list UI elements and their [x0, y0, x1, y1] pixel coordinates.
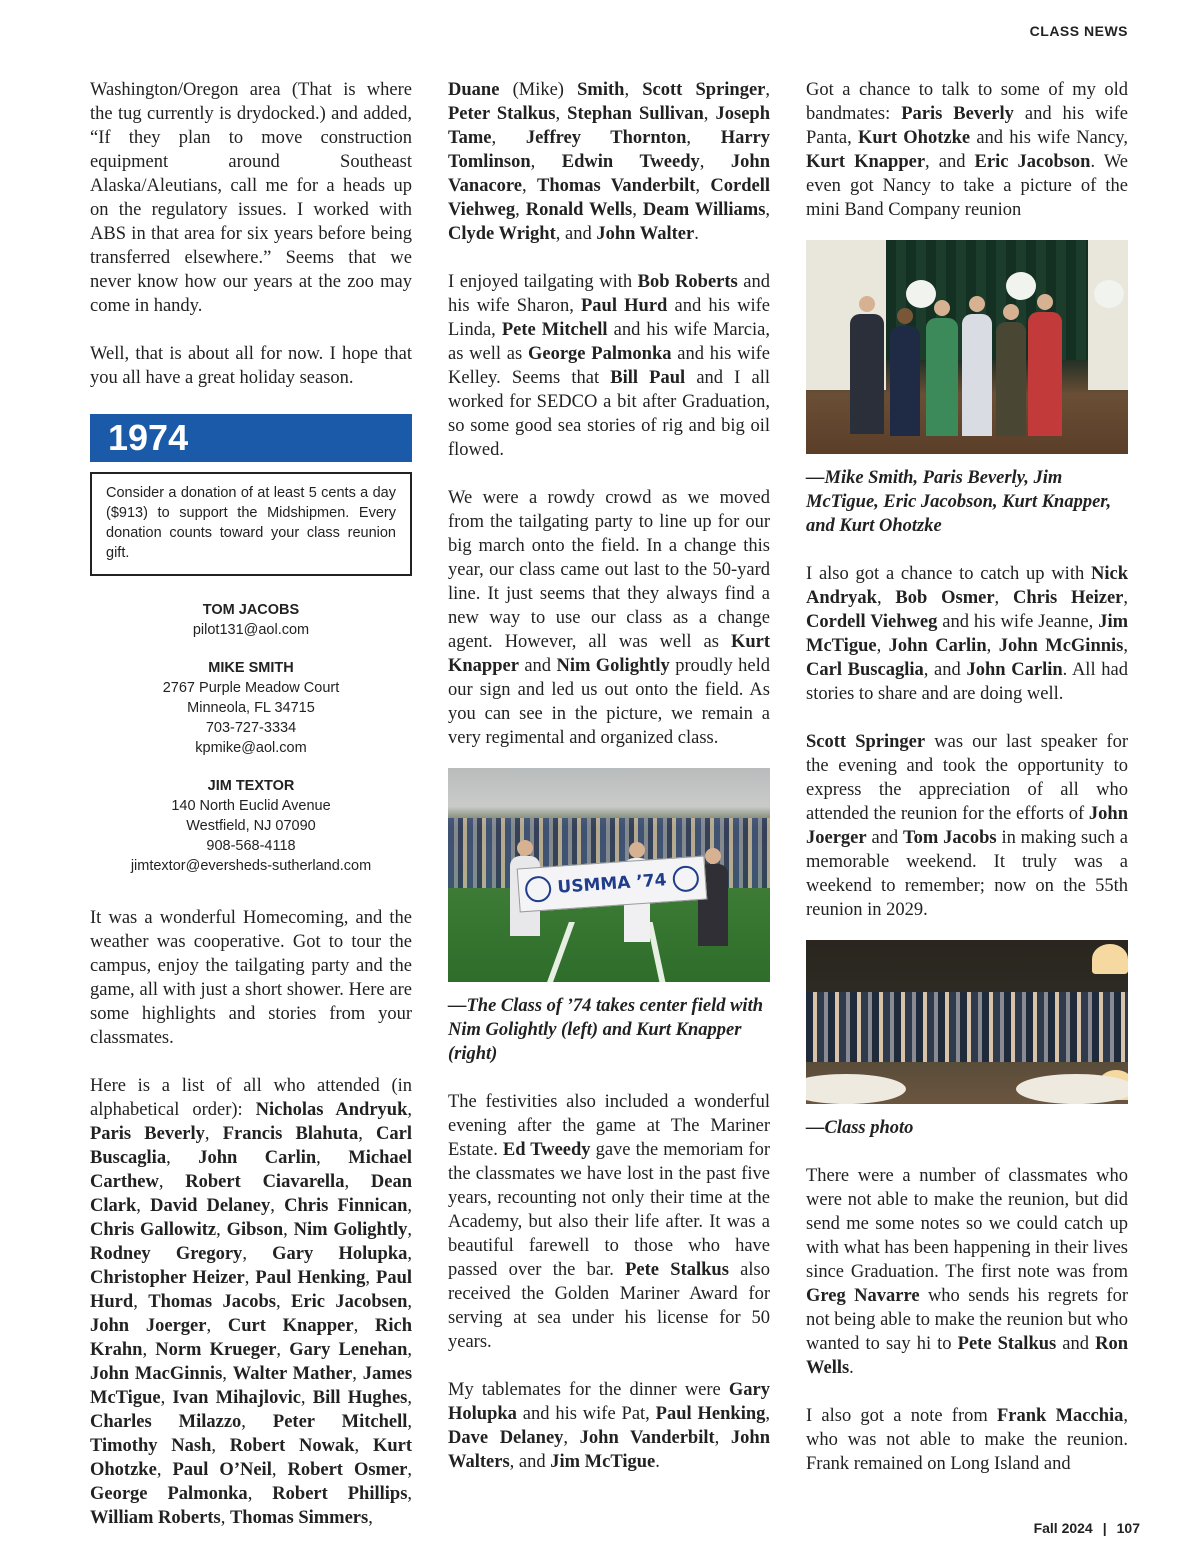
text-run: There were a number of classmates who were not able to make the reunion, but did send me some notes so we could catch up with what has been happening in their lives since Graduation. The first note was from: [806, 1166, 1128, 1282]
homecoming-paragraph: It was a wonderful Homecoming, and the weather was cooperative. Got to tour the campus, enjoy the tailgating party and the game, all with just a short shower. Here are some highlights and stories from your classmates.: [90, 908, 412, 1048]
person-name: Cordell Viehweg: [806, 612, 938, 632]
catch-up-paragraph: I also got a chance to catch up with Nick Andryak, Bob Osmer, Chris Heizer, Cordell Viehweg and his wife Jeanne, Jim McTigue, John Carlin, John McGinnis, Carl Buscaglia, and John Carlin. All had stories to share and are doing well.: [806, 564, 1129, 704]
text-run: , and: [509, 1452, 551, 1472]
contact-name: TOM JACOBS: [202, 602, 300, 618]
tablemates-paragraph: [448, 1378, 770, 1474]
contact-address: 2767 Purple Meadow Court: [162, 680, 340, 696]
person-name: Thomas Vanderbilt: [537, 176, 696, 196]
person-name: Michael Carthew: [90, 1148, 412, 1192]
catch-up-names-2: Jim McTigue, John Carlin, John McGinnis: [806, 612, 1128, 656]
contact-name: MIKE SMITH: [208, 660, 294, 676]
person-name: Bill Paul: [610, 368, 686, 388]
person-name: Paris Beverly: [901, 104, 1014, 124]
speaker-paragraph: [806, 730, 1128, 922]
text-run: and his wife Nancy,: [970, 128, 1128, 148]
contact-email[interactable]: jimtextor@eversheds-sutherland.com: [130, 858, 372, 874]
person-head: [969, 296, 985, 312]
text-run: proudly held our sign and led us out onto the field. As you can see in the picture, we remain a very regimental and organized class.: [448, 656, 771, 748]
person-name: Harry Tomlinson: [448, 128, 770, 172]
person-name: Stephan Sullivan: [567, 104, 704, 124]
text-run: , who was not able to make the reunion. Frank remained on Long Island and: [806, 1406, 1129, 1474]
person-head: [1003, 304, 1019, 320]
person-name: John Joerger: [806, 804, 1128, 848]
person-name: Gibson: [226, 1220, 284, 1240]
person-name: Rodney Gregory: [90, 1244, 243, 1264]
person-name: Jim McTigue: [806, 612, 1128, 656]
text-run: .: [849, 1358, 854, 1378]
donation-box: Consider a donation of at least 5 cents a day ($913) to support the Midshipmen. Every donation counts toward your class reunion gift.: [90, 472, 412, 576]
text-run: I also got a note from: [806, 1406, 997, 1426]
tailgating-paragraph: [448, 270, 770, 462]
person-name: John MacGinnis: [90, 1364, 223, 1384]
person-name: Thomas Jacobs: [148, 1292, 276, 1312]
person-name: John Carlin: [888, 636, 987, 656]
page-footer: [1034, 1520, 1140, 1536]
person-name: David Delaney: [150, 1196, 271, 1216]
march-paragraph: [448, 486, 770, 750]
person-name: Chris Gallowitz: [90, 1220, 217, 1240]
text-run: and his wife Panta,: [806, 104, 1128, 148]
text-run: We were a rowdy crowd as we moved from the tailgating party to line up for our big march onto the field. In a change this year, our class came out last to the 50-yard line. It just seems that they always find a new way to use our class as a change agent. However, all was well as: [448, 488, 770, 652]
intro-paragraph: Washington/Oregon area (That is where the tug currently is drydocked.) and added, “If they plan to move construction equipment around Southeast Alaska/Aleutians, call me for a heads up on the regulatory issues. I worked with ABS in that area for six years before being transferred elsewhere.” Seems that we never know how our years at the zoo may come in handy.: [90, 80, 412, 316]
chandelier-graphic: [1092, 944, 1128, 974]
contact-mike-smith: [90, 658, 412, 758]
text-run: and his wife Linda,: [448, 296, 770, 340]
contact-jim-textor: [90, 776, 412, 876]
person-name: Paul Henking: [655, 1404, 766, 1424]
person-name: Christopher Heizer: [90, 1268, 245, 1288]
person-name: Peter Stalkus: [448, 104, 556, 124]
photo-caption: —The Class of ’74 takes center field with Nim Golightly (left) and Kurt Knapper (right): [448, 996, 763, 1064]
attendees-list-part-2: , Scott Springer, Peter Stalkus, Stephan Sullivan, Joseph Tame, Jeffrey Thornton, Harry Tomlinson, Edwin Tweedy, John Vanacore, Thomas Vanderbilt, Cordell Viehweg, Ronald Wells, Deam Williams, Clyde Wright: [448, 80, 771, 244]
bandmates-paragraph: [806, 78, 1128, 222]
person-name: Deam Williams: [642, 200, 766, 220]
class-march-photo: [448, 768, 770, 982]
person-figure: [1028, 312, 1062, 436]
person-name: Francis Blahuta: [222, 1124, 359, 1144]
person-name: Carl Buscaglia: [806, 660, 924, 680]
person-name: Eric Jacobson: [974, 152, 1091, 172]
person-name: Curt Knapper: [227, 1316, 354, 1336]
attendees-list-part-1: Nicholas Andryuk, Paris Beverly, Francis Blahuta, Carl Buscaglia, John Carlin, Michael Carthew, Robert Ciavarella, Dean Clark, David Delaney, Chris Finnican, Chris Gallowitz, Gibson, Nim Golightly, Rodney Gregory, Gary Holupka, Christopher Heizer, Paul Henking, Paul Hurd, Thomas Jacobs, Eric Jacobsen, John Joerger, Curt Knapper, Rich Krahn, Norm Krueger, Gary Lenehan, John MacGinnis, Walter Mather, James McTigue, Ivan Mihajlovic, Bill Hughes, Charles Milazzo, Peter Mitchell, Timothy Nash, Robert Nowak, Kurt Ohotzke, Paul O’Neil, Robert Osmer, George Palmonka, Robert Phillips, William Roberts, Thomas Simmers,: [90, 1100, 413, 1528]
column-3: [806, 78, 1128, 1476]
text-run: , and: [925, 152, 975, 172]
contact-phone: 703-727-3334: [205, 720, 297, 736]
text-run: and his wife Jeanne,: [937, 612, 1099, 632]
contact-email[interactable]: kpmike@aol.com: [195, 740, 307, 756]
person-name: Jim McTigue: [550, 1452, 656, 1472]
class-year-banner: 1974: [90, 414, 412, 462]
frank-paragraph: [806, 1404, 1128, 1476]
issue-label: Fall 2024: [1033, 1520, 1093, 1536]
list-and: , and: [555, 224, 597, 244]
text-run: also received the Golden Mariner Award for serving at sea under his license for 50 years.: [448, 1260, 770, 1352]
wall-graphic: [1088, 240, 1128, 390]
person-name: Gary Lenehan: [289, 1340, 408, 1360]
person-name: Joseph Tame: [448, 104, 770, 148]
text-run: and his wife Kelley. Seems that: [448, 344, 770, 388]
festivities-paragraph: [448, 1090, 770, 1354]
text-run: who sends his regrets for not being able to make the reunion but who wanted to say hi to: [806, 1286, 1129, 1354]
person-name: Paris Beverly: [90, 1124, 205, 1144]
text-run: . We even got Nancy to take a picture of the mini Band Company reunion: [806, 152, 1129, 220]
text-run: , and: [923, 660, 967, 680]
person-head: [859, 296, 875, 312]
person-name: Thomas Simmers: [229, 1508, 369, 1528]
text-run: and his wife Pat,: [516, 1404, 656, 1424]
person-name: Nim Golightly: [293, 1220, 408, 1240]
text-run: ,: [714, 1428, 731, 1448]
person-figure: [890, 326, 920, 436]
person-name: Cordell Viehweg: [448, 176, 771, 220]
text-run: ,: [563, 1428, 580, 1448]
person-name: Bill Hughes: [312, 1388, 408, 1408]
contact-tom-jacobs: [90, 600, 412, 640]
text-run: in making such a memorable weekend. It truly was a weekend to remember; now on the 55th reunion in 2029.: [806, 828, 1128, 920]
person-name: John Carlin: [198, 1148, 317, 1168]
seal-icon: [671, 865, 699, 893]
person-name: Robert Ciavarella: [185, 1172, 345, 1192]
person-head: [934, 300, 950, 316]
person-name: Scott Springer: [806, 732, 926, 752]
contact-city: Westfield, NJ 07090: [186, 818, 316, 834]
person-name: Pete Mitchell: [501, 320, 608, 340]
person-name: Ivan Mihajlovic: [172, 1388, 301, 1408]
person-name: John Carlin: [966, 660, 1063, 680]
seal-icon: [525, 875, 553, 903]
person-name: Eric Jacobsen: [291, 1292, 408, 1312]
photo-caption: —Class photo: [806, 1118, 914, 1138]
text-run: My tablemates for the dinner were: [448, 1380, 729, 1400]
section-label: CLASS NEWS: [1029, 23, 1128, 39]
person-name: Robert Phillips: [272, 1484, 408, 1504]
person-name: Kurt Knapper: [806, 152, 926, 172]
person-name: John McGinnis: [998, 636, 1124, 656]
person-name: Greg Navarre: [806, 1286, 920, 1306]
person-name: Robert Osmer: [287, 1460, 408, 1480]
closing-paragraph: Well, that is about all for now. I hope that you all have a great holiday season.: [90, 344, 412, 388]
person-name: Peter Mitchell: [272, 1412, 408, 1432]
person-head: [1037, 294, 1053, 310]
person-name: Bob Osmer: [895, 588, 995, 608]
person-name: Dean Clark: [90, 1172, 413, 1216]
flowers-graphic: [1094, 280, 1124, 308]
text-run: .: [655, 1452, 660, 1472]
text-run: The festivities also included a wonderful evening after the game at The Mariner Estate.: [448, 1092, 770, 1160]
person-name: Chris Finnican: [284, 1196, 408, 1216]
person-name: George Palmonka: [528, 344, 672, 364]
person-name: Timothy Nash: [90, 1436, 212, 1456]
notes-paragraph: [806, 1164, 1128, 1380]
person-head: [705, 848, 721, 864]
text-run: and his wife Marcia, as well as: [448, 320, 770, 364]
flowers-graphic: [906, 280, 936, 308]
person-name: Kurt Knapper: [448, 632, 770, 676]
text-run: . All had stories to share and are doing well.: [806, 660, 1128, 704]
text-run: and his wife Sharon,: [448, 272, 770, 316]
person-name: James McTigue: [90, 1364, 413, 1408]
class-group-photo: [806, 940, 1128, 1104]
person-name: John Vanderbilt: [579, 1428, 715, 1448]
text-run: gave the memoriam for the classmates we have lost in the past five years, recounting not only their time at the Academy, but also their life after. It was a beautiful farewell to those who have passed over the bar.: [448, 1140, 770, 1280]
person-name: Kurt Ohotzke: [90, 1436, 413, 1480]
flowers-graphic: [1006, 272, 1036, 300]
person-name: Clyde Wright: [448, 224, 556, 244]
person-name: Chris Heizer: [1012, 588, 1124, 608]
person-figure: [926, 318, 958, 436]
table-graphic: [1016, 1074, 1128, 1104]
person-name: Bob Roberts: [637, 272, 738, 292]
attendee-name: Smith: [577, 80, 625, 100]
column-1: [90, 78, 412, 1530]
person-head: [897, 308, 913, 324]
class-contacts: [90, 600, 412, 876]
catch-up-names-1: Nick Andryak, Bob Osmer, Chris Heizer: [806, 564, 1128, 608]
person-name: Nicholas Andryuk: [255, 1100, 408, 1120]
person-name: Edwin Tweedy: [561, 152, 700, 172]
person-figure: [962, 314, 992, 436]
person-name: George Palmonka: [90, 1484, 248, 1504]
text-run: I enjoyed tailgating with: [448, 272, 638, 292]
contact-city: Minneola, FL 34715: [187, 700, 315, 716]
text-run: and I all worked for SEDCO a bit after Graduation, so some good sea stories of rig and big oil flowed.: [448, 368, 770, 460]
attendees-intro: Here is a list of all who attended (in alphabetical order):: [90, 1076, 412, 1120]
person-name: Gary Holupka: [272, 1244, 408, 1264]
person-figure: [850, 314, 884, 434]
attendees-list-continued: Duane (Mike) Smith, Scott Springer, Peter Stalkus, Stephan Sullivan, Joseph Tame, Jeffrey Thornton, Harry Tomlinson, Edwin Tweedy, John Vanacore, Thomas Vanderbilt, Cordell Viehweg, Ronald Wells, Deam Williams, Clyde Wright, and John Walter.: [448, 80, 771, 244]
person-name: Nim Golightly: [556, 656, 670, 676]
person-name: Walter Mather: [232, 1364, 353, 1384]
text-run: and: [1056, 1334, 1096, 1354]
person-name: Paul Henking: [255, 1268, 366, 1288]
text-run: and: [866, 828, 904, 848]
person-name: John Joerger: [90, 1316, 207, 1336]
person-name: Pete Stalkus: [625, 1260, 729, 1280]
field-line: [547, 922, 575, 982]
person-name: William Roberts: [90, 1508, 221, 1528]
photo-caption: —Mike Smith, Paris Beverly, Jim McTigue, Eric Jacobson, Kurt Knapper, and Kurt Ohotzke: [806, 468, 1112, 536]
person-name: Scott Springer: [642, 80, 766, 100]
person-name: Dave Delaney: [448, 1428, 564, 1448]
table-graphic: [806, 1074, 906, 1104]
person-name: Paul Hurd: [90, 1268, 413, 1312]
person-name: Rich Krahn: [90, 1316, 412, 1360]
person-name: Nick Andryak: [806, 564, 1128, 608]
contact-address: 140 North Euclid Avenue: [171, 798, 331, 814]
text-run: I also got a chance to catch up with: [806, 564, 1091, 584]
text-run: ,: [765, 1404, 770, 1424]
person-name: Tom Jacobs: [903, 828, 997, 848]
contact-phone: 908-568-4118: [206, 838, 296, 854]
person-name: Norm Krueger: [155, 1340, 277, 1360]
person-head: [629, 842, 645, 858]
page-number: 107: [1116, 1520, 1140, 1536]
person-name: Pete Stalkus: [957, 1334, 1057, 1354]
person-head: [517, 840, 533, 856]
person-figure: [996, 322, 1026, 436]
attendee-name: Duane: [448, 80, 500, 100]
person-name: John Vanacore: [448, 152, 770, 196]
person-name: Ron Wells: [806, 1334, 1128, 1378]
person-name: Paul Hurd: [581, 296, 668, 316]
person-name: Frank Macchia: [997, 1406, 1124, 1426]
person-name: Kurt Ohotzke: [857, 128, 971, 148]
person-name: Ed Tweedy: [502, 1140, 591, 1160]
contact-email[interactable]: pilot131@aol.com: [192, 622, 310, 638]
contact-name: JIM TEXTOR: [207, 778, 295, 794]
person-name: Paul O’Neil: [172, 1460, 272, 1480]
nickname: (Mike): [499, 80, 578, 100]
band-reunion-photo: [806, 240, 1128, 454]
footer-separator: |: [1102, 1520, 1107, 1536]
person-name: Robert Nowak: [229, 1436, 355, 1456]
crowd-graphic: [806, 992, 1128, 1062]
text-run: was our last speaker for the evening and took the opportunity to express the appreciation of all who attended the reunion for the efforts of: [806, 732, 1128, 824]
column-2: [448, 78, 770, 1498]
person-name: Charles Milazzo: [90, 1412, 242, 1432]
person-name: John Walters: [448, 1428, 770, 1472]
person-name: Carl Buscaglia: [90, 1124, 413, 1168]
text-run: and: [518, 656, 557, 676]
attendee-name: John Walter: [596, 224, 695, 244]
person-name: Ronald Wells: [525, 200, 633, 220]
text-run: Got a chance to talk to some of my old bandmates:: [806, 80, 1128, 124]
attendees-paragraph: [90, 1074, 412, 1530]
person-name: Gary Holupka: [448, 1380, 770, 1424]
banner-text: USMMA ’74: [556, 870, 668, 898]
person-name: Jeffrey Thornton: [525, 128, 687, 148]
